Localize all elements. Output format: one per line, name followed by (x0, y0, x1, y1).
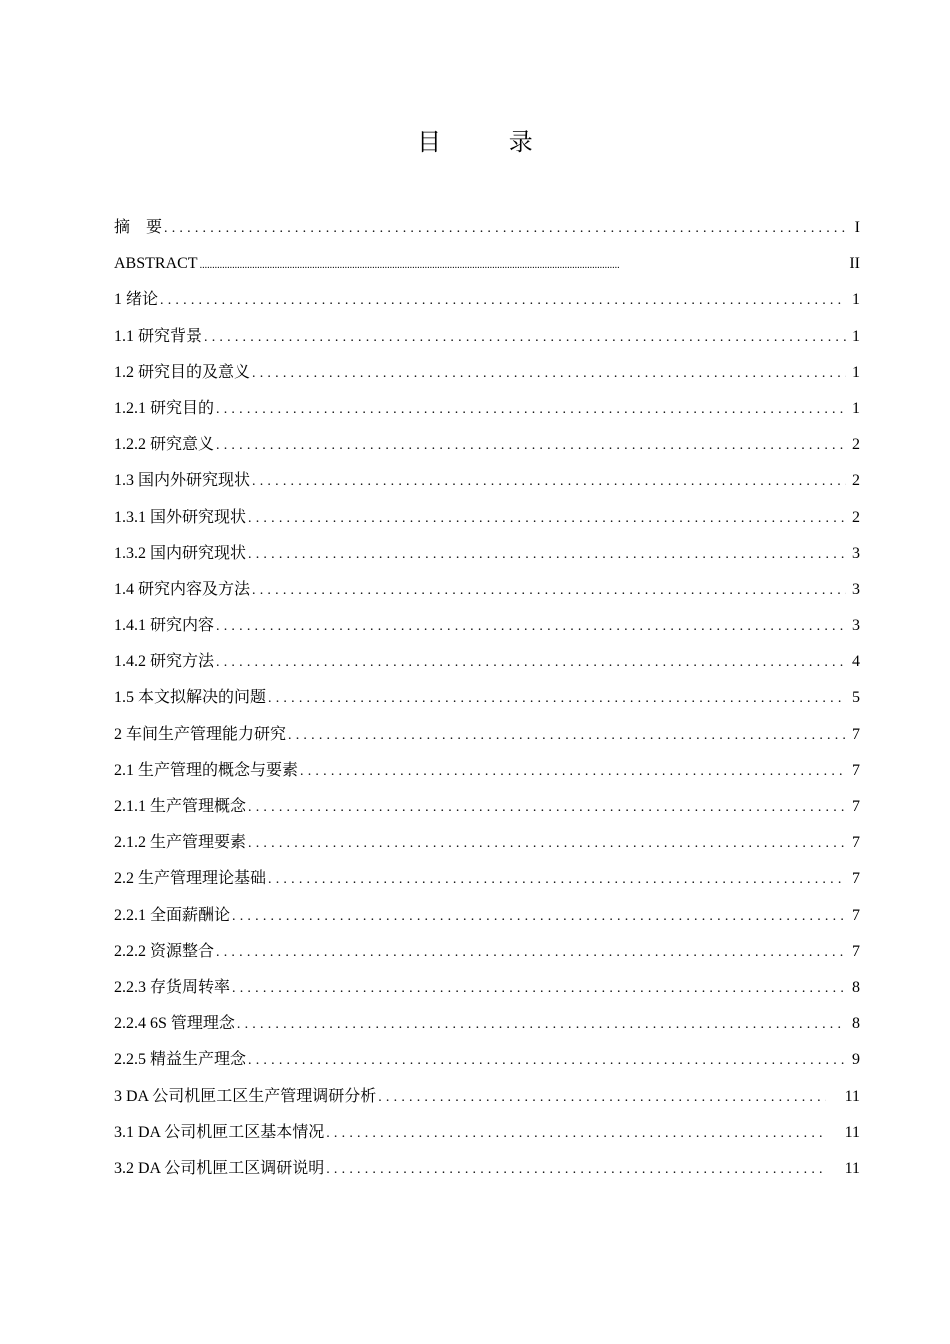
toc-entry[interactable] (114, 970, 860, 1006)
toc-entry[interactable] (114, 246, 860, 282)
toc-entry[interactable] (114, 319, 860, 355)
toc-entry-label: 1.2.1 研究目的 (114, 399, 215, 417)
toc-entry[interactable] (114, 1042, 860, 1078)
toc-leader-dots (164, 211, 846, 247)
toc-leader-dots (248, 790, 846, 826)
toc-entry-page-number: 2 (852, 472, 860, 490)
toc-entry-label: 摘 要 (114, 219, 163, 236)
toc-list (114, 210, 860, 1187)
toc-entry[interactable] (114, 861, 860, 897)
toc-entry[interactable] (114, 572, 860, 608)
toc-leader-dots (232, 899, 846, 935)
toc-entry-page-number: 1 (852, 399, 860, 417)
toc-entry-label: 1.4 研究内容及方法 (114, 580, 251, 598)
toc-entry-page-number: 7 (852, 761, 860, 779)
toc-entry[interactable] (114, 210, 860, 246)
toc-entry[interactable] (114, 282, 860, 318)
toc-entry-label: 1.5 本文拟解决的问题 (114, 689, 267, 707)
toc-entry-page-number: 3 (852, 580, 860, 598)
toc-entry[interactable] (114, 1115, 860, 1151)
toc-entry-label: 3.1 DA 公司机匣工区基本情况 (114, 1123, 325, 1141)
toc-entry[interactable] (114, 717, 860, 753)
toc-entry-label: 2.2.5 精益生产理念 (114, 1051, 247, 1069)
toc-entry[interactable] (114, 1151, 860, 1187)
toc-leader-dots (252, 356, 846, 392)
toc-entry-page-number: 11 (844, 1123, 860, 1141)
toc-entry-label: 1.1 研究背景 (114, 327, 203, 345)
toc-entry[interactable] (114, 825, 860, 861)
toc-leader-dots (160, 283, 846, 319)
toc-leader-dots (268, 681, 846, 717)
toc-leader-dots (200, 248, 846, 284)
toc-leader-dots (300, 754, 846, 790)
toc-entry[interactable] (114, 753, 860, 789)
toc-entry-page-number: 7 (852, 834, 860, 852)
toc-entry[interactable] (114, 1079, 860, 1115)
toc-entry-page-number: 7 (852, 870, 860, 888)
toc-entry-page-number: 5 (852, 689, 860, 707)
toc-leader-dots (216, 428, 846, 464)
toc-leader-dots (216, 645, 846, 681)
toc-leader-dots (268, 862, 846, 898)
toc-leader-dots (248, 537, 846, 573)
toc-entry[interactable] (114, 644, 860, 680)
toc-leader-dots (248, 501, 846, 537)
toc-entry-page-number: 1 (852, 291, 860, 309)
toc-entry-page-number: 7 (852, 725, 860, 743)
toc-entry-label: 2.1 生产管理的概念与要素 (114, 761, 299, 779)
toc-entry-label: 1.2.2 研究意义 (114, 436, 215, 454)
toc-entry-page-number: 7 (852, 906, 860, 924)
toc-entry-page-number: 2 (852, 436, 860, 454)
toc-leader-dots (326, 1116, 826, 1152)
toc-entry-label: 3 DA 公司机匣工区生产管理调研分析 (114, 1087, 377, 1105)
toc-entry-label: 1.3.2 国内研究现状 (114, 544, 247, 562)
toc-entry-label: 2.2.4 6S 管理理念 (114, 1015, 235, 1033)
toc-leader-dots (237, 1007, 846, 1043)
toc-entry[interactable] (114, 391, 860, 427)
toc-leader-dots (248, 826, 846, 862)
toc-entry[interactable] (114, 463, 860, 499)
toc-entry-label: 1.4.2 研究方法 (114, 653, 215, 671)
toc-leader-dots (252, 464, 846, 500)
toc-entry[interactable] (114, 427, 860, 463)
toc-entry-page-number: 1 (852, 363, 860, 381)
toc-entry-label: 2.2.3 存货周转率 (114, 978, 231, 996)
toc-entry-label: 2.1.1 生产管理概念 (114, 798, 247, 815)
toc-leader-dots (216, 935, 846, 971)
toc-leader-dots (248, 1043, 846, 1079)
toc-entry-label: 3.2 DA 公司机匣工区调研说明 (114, 1159, 325, 1177)
toc-entry-page-number: 11 (844, 1159, 860, 1177)
toc-entry[interactable] (114, 536, 860, 572)
toc-entry[interactable] (114, 789, 860, 825)
toc-leader-dots (252, 573, 846, 609)
toc-entry-label: 1.4.1 研究内容 (114, 617, 215, 635)
toc-leader-dots (216, 609, 846, 645)
toc-entry-label: 1.3 国内外研究现状 (114, 472, 251, 490)
toc-leader-dots (288, 718, 846, 754)
toc-leader-dots (232, 971, 846, 1007)
toc-leader-dots (216, 392, 846, 428)
toc-entry[interactable] (114, 355, 860, 391)
toc-leader-dots (326, 1152, 826, 1188)
toc-entry[interactable] (114, 934, 860, 970)
toc-entry-page-number: 3 (852, 617, 860, 635)
toc-entry-page-number: 7 (852, 942, 860, 960)
toc-entry-page-number: 8 (852, 1015, 860, 1033)
toc-entry-page-number: 2 (852, 508, 860, 526)
toc-entry-page-number: II (849, 255, 860, 273)
toc-title: 目 录 (417, 128, 563, 156)
toc-entry-label: 2.2.1 全面薪酬论 (114, 906, 231, 924)
toc-entry-label: 1 绪论 (114, 291, 159, 309)
toc-entry-label: 2 车间生产管理能力研究 (114, 725, 287, 743)
toc-entry-page-number: 4 (852, 653, 860, 671)
toc-entry-page-number: 3 (852, 544, 860, 562)
toc-entry-label: ABSTRACT (114, 255, 198, 273)
toc-entry[interactable] (114, 608, 860, 644)
toc-entry-page-number: 1 (852, 327, 860, 345)
toc-entry[interactable] (114, 500, 860, 536)
toc-entry-page-number: 8 (852, 978, 860, 996)
toc-entry-label: 1.2 研究目的及意义 (114, 363, 251, 381)
toc-entry-label: 2.2.2 资源整合 (114, 942, 215, 960)
toc-entry-label: 1.3.1 国外研究现状 (114, 508, 247, 526)
toc-entry[interactable] (114, 680, 860, 716)
toc-entry-label: 2.2 生产管理理论基础 (114, 870, 267, 888)
toc-entry-page-number: 7 (852, 798, 860, 815)
toc-entry-page-number: 11 (844, 1087, 860, 1105)
toc-leader-dots (204, 320, 846, 356)
toc-entry[interactable] (114, 1006, 860, 1042)
toc-leader-dots (378, 1080, 826, 1116)
toc-entry-page-number: I (854, 219, 860, 236)
toc-entry-page-number: 9 (852, 1051, 860, 1069)
toc-entry-label: 2.1.2 生产管理要素 (114, 834, 247, 852)
toc-entry[interactable] (114, 898, 860, 934)
